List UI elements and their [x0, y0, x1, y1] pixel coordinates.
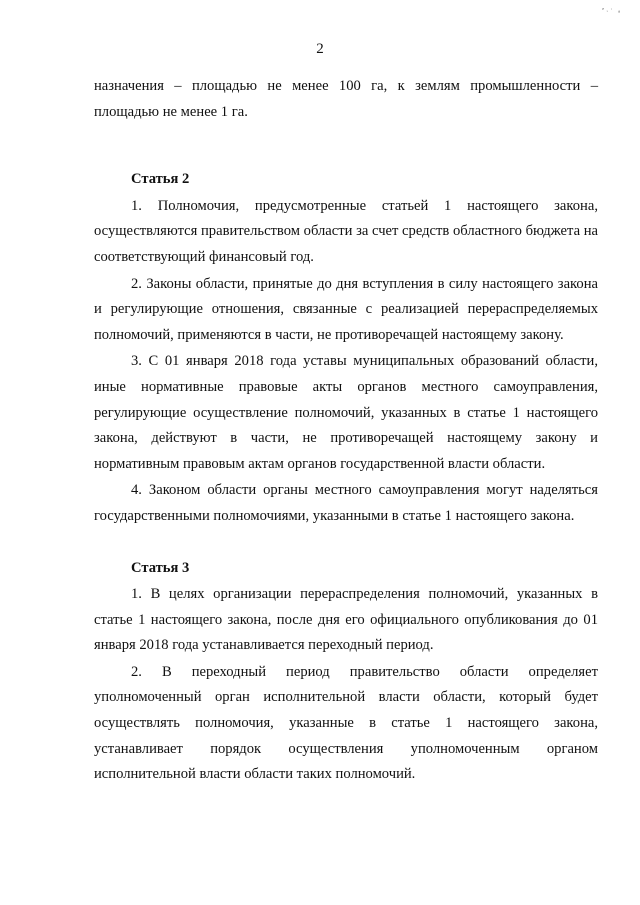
intro-paragraph: назначения – площадью не менее 100 га, к землям промышленности – площадью не менее 1 га.	[94, 78, 598, 120]
document-body	[94, 74, 598, 788]
article-2-paragraph-2: 2. Законы области, принятые до дня вступления в силу настоящего закона и регулирующие отношения, связанные с реализацией перераспределяемых полномочий, применяются в части, не противоречащей настоящему закону.	[94, 275, 598, 343]
article-3-paragraph-2: 2. В переходный период правительство области определяет уполномоченный орган исполнительной власти области, который будет осуществлять полномочия, указанные в статье 1 настоящего закона, устанавливает порядок осуществления уполномоченным органом исполнительной власти области таких полномочий.	[94, 663, 598, 783]
corner-scan-mark: ᵉ˒ˑ ₐ	[602, 6, 622, 14]
page-number: 2	[316, 41, 324, 57]
article-2-heading: Статья 2	[131, 171, 190, 188]
article-3-heading: Статья 3	[131, 559, 190, 576]
article-2-paragraph-4: 4. Законом области органы местного самоуправления могут наделяться государственными полномочиями, указанными в статье 1 настоящего закона.	[94, 482, 598, 524]
article-2-paragraph-1: 1. Полномочия, предусмотренные статьей 1 настоящего закона, осуществляются правительством области за счет средств областного бюджета на соответствующий финансовый год.	[94, 197, 598, 265]
article-3-paragraph-1: 1. В целях организации перераспределения полномочий, указанных в статье 1 настоящего закона, после дня его официального опубликования до 01 января 2018 года устанавливается переходный период.	[94, 586, 598, 654]
article-2-paragraph-3: 3. С 01 января 2018 года уставы муниципальных образований области, иные нормативные правовые акты органов местного самоуправления, регулирующие осуществление полномочий, указанных в статье 1 настоящего закона, действуют в части, не противоречащей настоящему закону и нормативным правовым актам органов государственной власти области.	[94, 353, 598, 472]
